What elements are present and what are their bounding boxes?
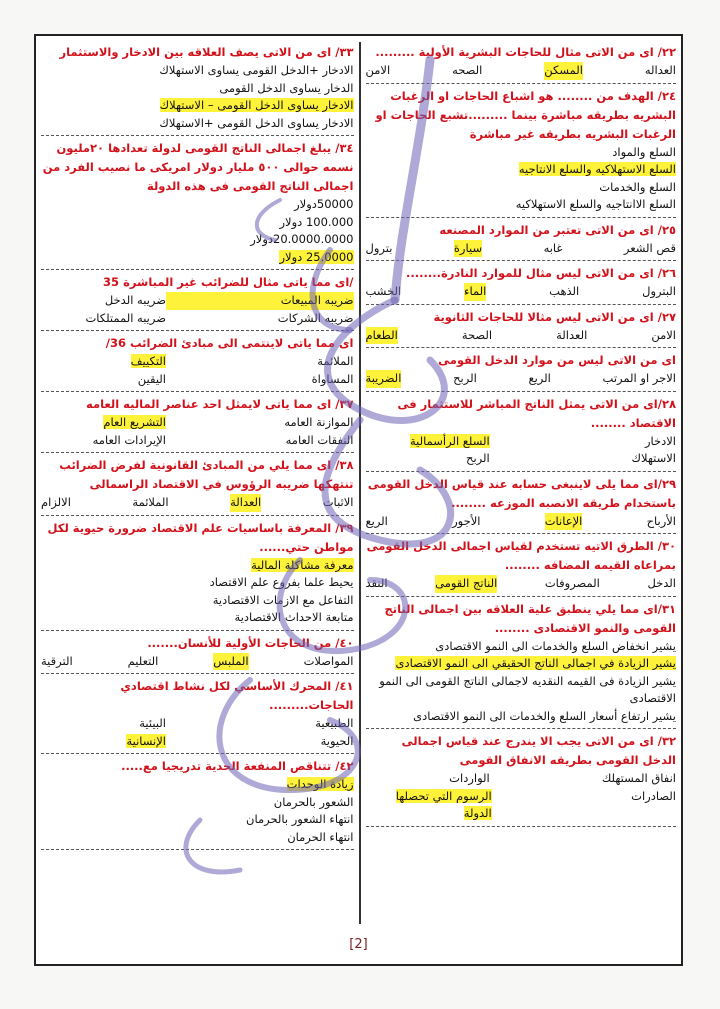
answer-option: الملائمة: [132, 495, 169, 509]
question-block: [366, 220, 677, 262]
options-row: [366, 327, 677, 345]
question-block: [366, 536, 677, 597]
answer-option-highlighted: سيارة: [454, 240, 482, 258]
answer-option: الموازنة العامه: [284, 415, 354, 429]
answer-option: ضريبه الشركات: [277, 310, 354, 325]
option-line: [366, 161, 677, 179]
answer-option: الامن: [365, 63, 391, 77]
answer-option: الصحة: [461, 327, 493, 342]
answer-option-highlighted: السلع الاستهلاكيه والسلع الانتاجيه: [518, 162, 676, 176]
answer-option: الربح: [453, 371, 477, 385]
option-cell: [85, 310, 166, 328]
option-line: [41, 80, 354, 98]
question-title: ٣٠/ الطرق الاتيه تستخدم لقياس اجمالى الدخل القومى بمراعاه القيمه المضافه ........: [366, 539, 676, 572]
options-row: [366, 770, 677, 788]
answer-option: الدخل: [647, 576, 676, 590]
answer-option-highlighted: الطعام: [366, 327, 398, 345]
answer-option: 50000دولار: [294, 197, 354, 211]
answer-option: العداله: [644, 63, 676, 77]
question-title: ٢٤/ الهدف من ........ هو اشباع الحاجات او الرغبات البشريه بطريقه مباشرة بينما .........تشبع الحاجات او الرغبات البشريه بطريقه غير مباشرة: [375, 88, 676, 141]
answer-option: الملائمة: [317, 354, 354, 368]
answer-option: السلع والخدمات: [599, 179, 676, 194]
option-cell: [139, 715, 166, 733]
option-line: [41, 609, 354, 627]
answer-option: المساواة: [311, 371, 354, 386]
options-row: [366, 283, 677, 301]
question-title: ٢٧/ اى من الاتى ليس مثالا للحاجات الثانوية: [433, 309, 676, 324]
question-block: [366, 394, 677, 472]
options-row: [41, 414, 354, 432]
option-line: [41, 249, 354, 267]
question-title: ٣١/اى مما يلي ينطبق علية العلاقه بين اجمالى الناتج القومى والنمو الاقتصادى ........: [384, 601, 676, 635]
answer-option: التفاعل مع الازمات الاقتصادية: [212, 592, 354, 607]
option-cell: [131, 353, 166, 371]
answer-option: يشير انخفاض السلع والخدمات الى النمو الاقتصادى: [435, 638, 676, 653]
option-cell: [126, 733, 166, 751]
option-line: [41, 97, 354, 115]
answer-option: الادخار: [644, 433, 676, 448]
answer-option-highlighted: الملبس: [213, 653, 248, 671]
answer-option: الترقية: [41, 653, 73, 668]
option-line: [41, 829, 354, 847]
answer-option: الخشب: [365, 284, 402, 298]
option-cell: [105, 292, 166, 310]
options-row: [366, 788, 677, 823]
answer-option: الريع: [365, 513, 388, 528]
answer-option-highlighted: الإعانات: [545, 513, 583, 531]
answer-option: الأجور: [452, 513, 481, 528]
answer-option: السلع الاانتاجيه والسلع الاستهلاكيه: [515, 197, 676, 211]
answer-option: متابعة الاحداث الاقتصادية: [234, 610, 354, 624]
answer-option: النقد: [365, 576, 388, 590]
option-line: [366, 196, 677, 214]
answer-option: الحيوية: [320, 733, 354, 748]
answer-option: يشير الزيادة فى القيمه النقديه لاجمالى الناتج القومى الى النمو الاقتصادى: [379, 673, 676, 705]
answer-option-highlighted: الإنسانية: [126, 733, 166, 748]
option-line: [41, 557, 354, 575]
answer-option: الذهب: [549, 284, 580, 298]
answer-option-highlighted: الضريبة: [366, 370, 402, 388]
left-column: [36, 42, 359, 924]
question-block: [41, 272, 354, 331]
answer-option: الادخار يساوى الدخل القومى +الاستهلاك: [159, 115, 354, 130]
answer-option: الصحه: [452, 63, 483, 77]
option-cell: [93, 432, 166, 450]
answer-option: اليقين: [137, 371, 166, 386]
question-block: [366, 731, 677, 827]
options-row: [41, 494, 354, 512]
answer-option-highlighted: الماء: [464, 283, 486, 301]
answer-option-highlighted: 25.0000 دولار: [279, 249, 354, 264]
options-row: [41, 653, 354, 671]
question-block: [366, 86, 677, 218]
option-line: [366, 655, 677, 673]
answer-option: التعليم: [127, 653, 159, 668]
answer-option-highlighted: السلع الرأسمالية: [409, 433, 490, 448]
question-title: ٢٢/ اى من الاتى مثال للحاجات البشرية الأولية .........: [375, 45, 676, 59]
answer-option: المصروفات: [544, 576, 600, 590]
answer-option: الريع: [528, 371, 551, 385]
option-line: [41, 811, 354, 829]
question-block: [41, 42, 354, 136]
answer-option-highlighted: الادخار يساوى الدخل القومى – الاستهلاك: [159, 98, 354, 112]
question-title: اى من الاتى ليس من موارد الدخل القومى: [438, 353, 676, 367]
question-title: ٤٢/ تتناقص المنفعة الحدية تدريجيا مع.....: [121, 759, 354, 773]
answer-option: الشعور بالحرمان: [273, 794, 354, 809]
answer-option: المواصلات: [303, 653, 354, 668]
question-title: ٢٥/ اى من الاتى تعتبر من الموارد المصنعه: [439, 222, 676, 237]
answer-option: انفاق المستهلك: [601, 771, 676, 785]
option-cell: [449, 770, 490, 788]
answer-option: 20.0000.0000دولار: [250, 232, 354, 246]
options-row: [366, 240, 677, 258]
answer-option: 100.000 دولار: [279, 214, 354, 229]
question-block: [41, 518, 354, 631]
option-line: [366, 144, 677, 162]
answer-option-highlighted: المسكن: [544, 62, 583, 80]
options-row: [366, 433, 677, 451]
answer-option: الدخار يساوى الدخل القومى: [219, 80, 354, 95]
question-title: ٤١/ المحرك الأساسي لكل نشاط اقتصادي الحاجات.........: [120, 679, 354, 712]
answer-option: يشير ارتفاع أسعار السلع والخدمات الى النمو الاقتصادى: [413, 708, 676, 723]
question-block: [366, 474, 677, 535]
answer-option-highlighted: الناتج القومى: [435, 575, 497, 593]
question-title: ٣٨/ اى مما يلي من المبادئ القانونية لفرض الضرائب تنتهكها ضريبه الرؤوس في الاقتصاد الراسمالى: [59, 458, 354, 491]
question-block: [366, 599, 677, 730]
question-block: [366, 263, 677, 305]
answer-option: بترول: [365, 240, 393, 255]
answer-option: ضريبه الممتلكات: [85, 310, 166, 325]
option-line: [366, 638, 677, 656]
question-title: ٣٢/ اى من الاتى يجب الا يندرج عند قياس اجمالى الدخل القومى بطريقه الانفاق القومى: [401, 734, 676, 767]
question-title: /اى مما ياتى مثال للضرائب غير المباشرة 35: [103, 275, 354, 289]
question-block: [41, 138, 354, 270]
answer-option-highlighted: ضريبه المبيعات: [166, 292, 354, 310]
answer-option-highlighted: يشير الزيادة في اجمالى الناتج الحقيقي الى النمو الاقتصادى: [395, 656, 676, 670]
answer-option: النفقات العامه: [285, 432, 354, 447]
answer-option: انتهاء الشعور بالحرمان: [246, 812, 354, 826]
question-title: ٢٨/اى من الاتى يمثل الناتج المباشر للاستثمار فى الاقتصاد ........: [397, 396, 676, 430]
option-cell: [366, 788, 492, 823]
option-line: [41, 196, 354, 214]
question-block: [366, 42, 677, 84]
answer-option: قص الشعر: [623, 240, 676, 255]
answer-option: البترول: [642, 284, 676, 298]
answer-option-highlighted: التشريع العام: [103, 415, 166, 429]
option-line: [366, 179, 677, 197]
answer-option-highlighted: معرفة مشاكلة المالية: [251, 557, 354, 572]
option-line: [41, 62, 354, 80]
question-title: ٤٠/ من الحاجات الأولية للأنسان.......: [147, 635, 354, 650]
option-line: [41, 115, 354, 133]
options-row: [41, 371, 354, 389]
option-line: [41, 231, 354, 249]
answer-option: الواردات: [449, 771, 490, 785]
question-title: ٣٣/ اى من الاتى يصف العلاقه بين الادخار والاستثمار: [59, 45, 354, 59]
question-title: اى مما ياتى لاينتمى الى مبادئ الضرائب 36/: [105, 336, 354, 350]
options-row: [41, 715, 354, 733]
options-row: [41, 432, 354, 450]
answer-option: الأرباح: [646, 513, 676, 528]
answer-option-highlighted: الرسوم التي تحصلها الدولة: [395, 788, 492, 820]
option-line: [41, 794, 354, 812]
answer-option: الاثبات: [322, 495, 354, 509]
options-row: [41, 310, 354, 328]
question-block: [366, 307, 677, 349]
answer-option: الاجر او المرتب: [602, 371, 676, 385]
answer-option: الادخار +الدخل القومى يساوى الاستهلاك: [159, 63, 354, 77]
question-block: [41, 756, 354, 850]
option-cell: [410, 433, 490, 451]
answer-option: الاستهلاك: [631, 451, 676, 465]
question-title: ٢٦/ اى من الاتى ليس مثال للموارد النادرة........: [406, 266, 676, 280]
option-line: [41, 592, 354, 610]
options-row: [366, 513, 677, 531]
question-block: [41, 633, 354, 675]
answer-option: انتهاء الحرمان: [287, 829, 354, 844]
answer-option: يحيط علما بفروع علم الاقتصاد: [209, 575, 354, 589]
options-row: [41, 733, 354, 751]
options-row: [366, 575, 677, 593]
question-block: [41, 394, 354, 453]
page-number: [2]: [349, 937, 368, 952]
answer-option-highlighted: زيادة الوحدات: [286, 777, 354, 791]
option-line: [366, 708, 677, 726]
option-line: [41, 776, 354, 794]
question-block: [41, 676, 354, 754]
answer-option: الالزام: [41, 495, 71, 509]
answer-option: الطبيعية: [315, 716, 354, 730]
options-row: [41, 292, 354, 310]
answer-option: الربح: [466, 451, 490, 465]
answer-option: ضريبه الدخل: [104, 293, 166, 307]
answer-option: الامن: [651, 327, 676, 342]
answer-option: الصادرات: [631, 788, 676, 803]
question-title: ٣٩/ المعرفة باساسيات علم الاقتصاد ضرورة حيوية لكل مواطن حتي......: [47, 520, 354, 554]
option-cell: [466, 450, 490, 468]
answer-option: البيئية: [139, 716, 166, 730]
options-row: [366, 62, 677, 80]
answer-option: غابه: [543, 240, 563, 255]
question-block: [366, 350, 677, 392]
question-block: [41, 455, 354, 516]
answer-option-highlighted: التكييف: [130, 354, 166, 368]
answer-option-highlighted: العدالة: [230, 494, 261, 512]
option-cell: [103, 414, 166, 432]
options-row: [41, 353, 354, 371]
option-line: [41, 574, 354, 592]
option-line: [366, 673, 677, 708]
right-column: [359, 42, 682, 924]
question-title: ٣٤/ يبلغ اجمالى الناتج القومى لدولة تعدادها ٢٠مليون نسمه حوالى ٥٠٠ مليار دولار امريكى ما نصيب الفرد من اجمالى الناتج القومى فى هذه الدولة: [42, 141, 354, 193]
option-line: [41, 214, 354, 232]
answer-option: السلع والمواد: [612, 144, 676, 159]
answer-option: العدالة: [556, 327, 588, 342]
options-row: [366, 370, 677, 388]
option-cell: [138, 371, 166, 389]
page-frame: [34, 34, 683, 966]
question-title: ٢٩/اى مما يلى لاينبغى حسابه عند قياس الدخل القومى باستخدام طريقه الانصبه الموزعه ........: [367, 476, 676, 510]
options-row: [366, 450, 677, 468]
answer-option: الإيرادات العامه: [92, 432, 166, 447]
question-title: ٣٧/ اى مما ياتى لايمثل احد عناصر الماليه العامه: [86, 397, 354, 411]
question-block: [41, 333, 354, 392]
